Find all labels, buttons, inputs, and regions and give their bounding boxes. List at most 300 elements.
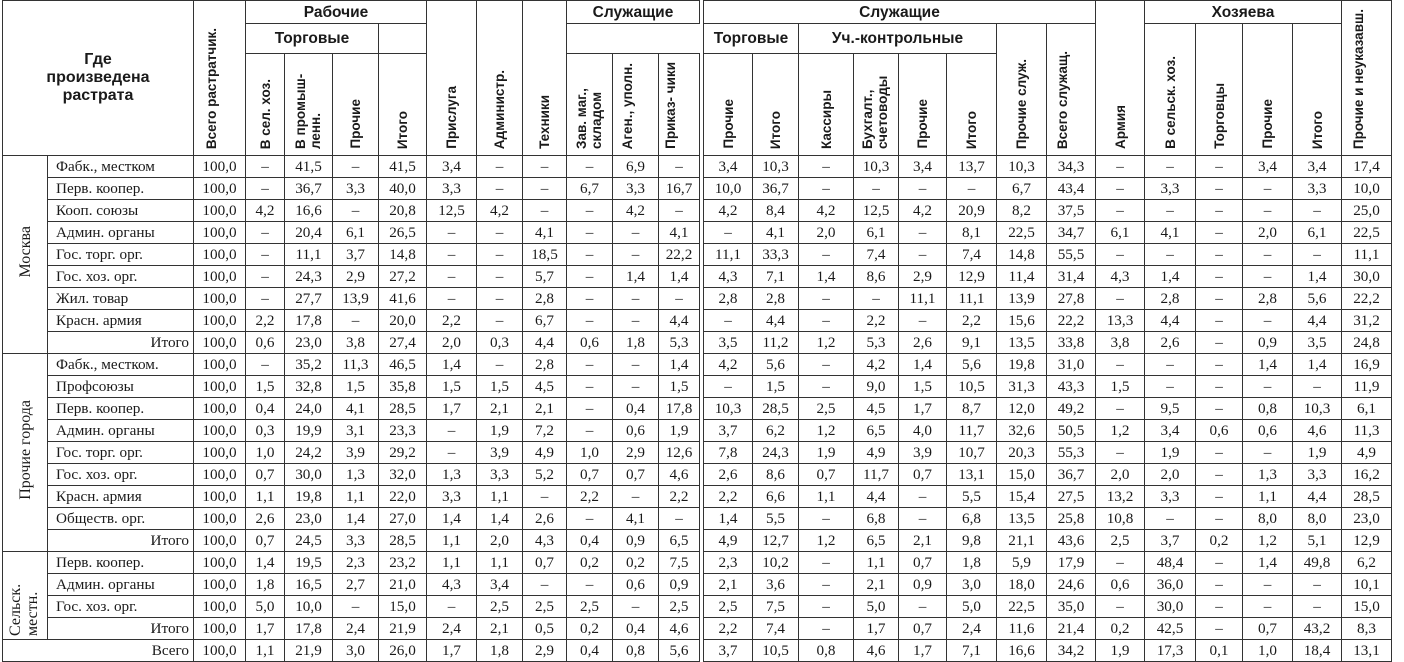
data-cell: –	[1196, 464, 1243, 486]
data-cell: 10,0	[1342, 178, 1392, 200]
data-cell: 2,6	[246, 508, 285, 530]
data-cell: 9,5	[1145, 398, 1196, 420]
data-cell: 24,2	[285, 442, 333, 464]
data-cell: –	[477, 310, 523, 332]
data-cell: 100,0	[194, 266, 246, 288]
data-cell: 20,8	[379, 200, 427, 222]
data-cell: 3,3	[1293, 464, 1342, 486]
data-cell: 2,3	[333, 552, 379, 574]
data-cell: 1,5	[1096, 376, 1145, 398]
data-cell: –	[799, 508, 854, 530]
data-cell: 4,3	[1096, 266, 1145, 288]
data-cell: 5,9	[997, 552, 1047, 574]
data-cell: 0,3	[477, 332, 523, 354]
trade-col-header: Приказ- чики	[659, 54, 700, 156]
data-cell: 10,5	[947, 376, 997, 398]
data-cell: 0,9	[899, 574, 947, 596]
data-cell: 2,2	[947, 310, 997, 332]
data-cell: 1,2	[799, 420, 854, 442]
data-cell: 24,6	[1047, 574, 1096, 596]
data-cell: –	[1243, 310, 1293, 332]
data-cell: 5,1	[1293, 530, 1342, 552]
table-row	[704, 464, 1392, 486]
data-cell: 4,6	[854, 640, 899, 662]
data-cell: 0,7	[799, 464, 854, 486]
table-row	[704, 442, 1392, 464]
data-cell: 2,3	[704, 552, 753, 574]
data-cell: 34,3	[1047, 156, 1096, 178]
data-cell: 6,5	[659, 530, 700, 552]
data-cell: 15,0	[379, 596, 427, 618]
data-cell: 3,3	[333, 178, 379, 200]
data-cell: 0,9	[659, 574, 700, 596]
data-cell: 4,2	[477, 200, 523, 222]
data-cell: 3,9	[899, 442, 947, 464]
data-cell: –	[704, 310, 753, 332]
data-cell: 1,4	[333, 508, 379, 530]
data-cell: 11,3	[333, 354, 379, 376]
row-label: Гос. хоз. орг.	[48, 266, 194, 288]
data-cell: 11,7	[947, 420, 997, 442]
data-cell: 48,4	[1145, 552, 1196, 574]
data-cell: 4,4	[1293, 486, 1342, 508]
data-cell: –	[477, 354, 523, 376]
data-cell: 1,2	[799, 332, 854, 354]
data-cell: 35,0	[1047, 596, 1096, 618]
row-label: Итого	[48, 618, 194, 640]
data-cell: 20,9	[947, 200, 997, 222]
data-cell: 4,4	[523, 332, 567, 354]
data-cell: –	[427, 244, 477, 266]
data-cell: 7,1	[947, 640, 997, 662]
left-table-wrap	[2, 0, 700, 662]
data-cell: –	[1196, 398, 1243, 420]
data-cell: –	[1243, 574, 1293, 596]
data-cell: –	[1096, 442, 1145, 464]
data-cell: 10,7	[947, 442, 997, 464]
data-cell: 8,0	[1293, 508, 1342, 530]
data-cell: 35,8	[379, 376, 427, 398]
data-cell: 20,4	[285, 222, 333, 244]
owners-col-header: Торговцы	[1196, 24, 1243, 156]
data-cell: 0,7	[567, 464, 613, 486]
data-cell: –	[567, 508, 613, 530]
data-cell: 1,1	[427, 552, 477, 574]
data-cell: 8,6	[753, 464, 799, 486]
data-cell: –	[567, 156, 613, 178]
data-cell: –	[1145, 156, 1196, 178]
data-cell: 1,2	[1243, 530, 1293, 552]
data-cell: –	[1293, 200, 1342, 222]
data-cell: 31,4	[1047, 266, 1096, 288]
data-cell: 8,3	[1342, 618, 1392, 640]
table-row	[704, 288, 1392, 310]
data-cell: –	[613, 376, 659, 398]
data-cell: 2,1	[477, 618, 523, 640]
data-cell: 30,0	[1342, 266, 1392, 288]
data-cell: 7,5	[659, 552, 700, 574]
data-cell: 2,1	[523, 398, 567, 420]
data-cell: 8,4	[753, 200, 799, 222]
data-cell: 1,2	[799, 530, 854, 552]
subtotal-row	[3, 332, 700, 354]
data-cell: 1,8	[613, 332, 659, 354]
data-cell: 31,2	[1342, 310, 1392, 332]
workers-col-header: В промыш- ленн.	[285, 54, 333, 156]
data-cell: 17,9	[1047, 552, 1096, 574]
data-cell: 4,4	[1145, 310, 1196, 332]
data-cell: –	[1196, 376, 1243, 398]
data-cell: 24,8	[1342, 332, 1392, 354]
data-cell: 43,6	[1047, 530, 1096, 552]
data-cell: –	[899, 222, 947, 244]
data-cell: 0,2	[1096, 618, 1145, 640]
data-cell: 16,2	[1342, 464, 1392, 486]
data-cell: 5,6	[1293, 288, 1342, 310]
data-cell: 2,5	[523, 596, 567, 618]
data-cell: 0,6	[246, 332, 285, 354]
data-cell: 11,3	[1342, 420, 1392, 442]
data-cell: 1,3	[333, 464, 379, 486]
other-unknown-header: Прочие и неуказавш.	[1342, 1, 1392, 156]
row-label: Админ. органы	[48, 222, 194, 244]
data-cell: –	[799, 244, 854, 266]
data-cell: 4,3	[704, 266, 753, 288]
data-cell: –	[567, 200, 613, 222]
right-table-wrap	[703, 0, 1392, 662]
data-cell: 1,1	[799, 486, 854, 508]
data-cell: 0,7	[899, 464, 947, 486]
data-cell: 30,0	[285, 464, 333, 486]
data-cell: 0,9	[1243, 332, 1293, 354]
data-cell: 12,9	[947, 266, 997, 288]
data-cell: –	[799, 310, 854, 332]
data-cell: –	[567, 244, 613, 266]
data-cell: 1,4	[427, 354, 477, 376]
data-cell: 22,2	[1342, 288, 1392, 310]
data-cell: 6,8	[947, 508, 997, 530]
data-cell: 0,4	[567, 640, 613, 662]
data-cell: 4,9	[523, 442, 567, 464]
grand-total-row	[3, 640, 700, 662]
grand-total-row	[704, 640, 1392, 662]
data-cell: 12,6	[659, 442, 700, 464]
data-cell: 3,7	[704, 420, 753, 442]
data-cell: 29,2	[379, 442, 427, 464]
data-cell: 13,9	[333, 288, 379, 310]
data-cell: 0,6	[1243, 420, 1293, 442]
data-cell: 1,7	[427, 640, 477, 662]
data-cell: 6,5	[854, 530, 899, 552]
row-label: Фабк., местком	[48, 156, 194, 178]
data-cell: 2,5	[567, 596, 613, 618]
data-cell: –	[1196, 508, 1243, 530]
data-cell: 21,1	[997, 530, 1047, 552]
data-cell: 1,8	[947, 552, 997, 574]
data-cell: 43,2	[1293, 618, 1342, 640]
table-row	[3, 222, 700, 244]
total-emp-header: Всего служащ.	[1047, 24, 1096, 156]
data-cell: 2,8	[1145, 288, 1196, 310]
data-cell: 3,4	[899, 156, 947, 178]
data-cell: 1,9	[1096, 640, 1145, 662]
data-cell: 26,5	[379, 222, 427, 244]
data-cell: 17,4	[1342, 156, 1392, 178]
data-cell: 100,0	[194, 310, 246, 332]
data-cell: 8,1	[947, 222, 997, 244]
data-cell: –	[659, 156, 700, 178]
data-cell: –	[1196, 442, 1243, 464]
data-cell: –	[854, 288, 899, 310]
data-cell: 2,6	[704, 464, 753, 486]
table-row	[704, 156, 1392, 178]
data-cell: 100,0	[194, 640, 246, 662]
data-cell: 1,5	[477, 376, 523, 398]
region-label	[3, 552, 48, 640]
table-row	[704, 376, 1392, 398]
data-cell: 32,6	[997, 420, 1047, 442]
data-cell: 5,3	[854, 332, 899, 354]
data-cell: 11,6	[997, 618, 1047, 640]
data-cell: 10,3	[997, 156, 1047, 178]
data-cell: 10,3	[854, 156, 899, 178]
data-cell: 0,2	[567, 552, 613, 574]
data-cell: 3,3	[1145, 486, 1196, 508]
workers-col-header: Итого	[379, 54, 427, 156]
control-col-header: Бухгалт., счетоводы	[854, 54, 899, 156]
data-cell: 5,0	[246, 596, 285, 618]
data-cell: –	[659, 508, 700, 530]
data-cell: 23,0	[285, 332, 333, 354]
data-cell: –	[567, 398, 613, 420]
data-cell: 13,9	[997, 288, 1047, 310]
data-cell: –	[246, 354, 285, 376]
data-cell: 6,1	[1096, 222, 1145, 244]
data-cell: 43,4	[1047, 178, 1096, 200]
data-cell: 0,5	[523, 618, 567, 640]
data-cell: 100,0	[194, 332, 246, 354]
table-row	[3, 178, 700, 200]
data-cell: 36,7	[753, 178, 799, 200]
data-cell: 1,4	[477, 508, 523, 530]
data-cell: 2,1	[704, 574, 753, 596]
region-label	[3, 354, 48, 552]
data-cell: 100,0	[194, 596, 246, 618]
workers-header: Рабочие	[246, 1, 427, 24]
data-cell: –	[899, 310, 947, 332]
data-cell: 1,1	[246, 640, 285, 662]
data-cell: –	[333, 310, 379, 332]
left-data-table	[2, 0, 700, 662]
data-cell: 1,4	[246, 552, 285, 574]
data-cell: 100,0	[194, 530, 246, 552]
data-cell: –	[246, 178, 285, 200]
data-cell: 1,2	[1096, 420, 1145, 442]
row-label: Фабк., местком.	[48, 354, 194, 376]
data-cell: 1,0	[246, 442, 285, 464]
data-cell: 4,2	[704, 200, 753, 222]
data-cell: –	[799, 596, 854, 618]
data-cell: 5,7	[523, 266, 567, 288]
data-cell: 1,4	[659, 354, 700, 376]
data-cell: –	[1096, 288, 1145, 310]
data-cell: 2,6	[899, 332, 947, 354]
data-cell: 3,5	[704, 332, 753, 354]
data-cell: 25,0	[1342, 200, 1392, 222]
data-cell: –	[567, 222, 613, 244]
table-row	[3, 442, 700, 464]
data-cell: 2,1	[477, 398, 523, 420]
data-cell: 0,8	[613, 640, 659, 662]
data-cell: –	[246, 222, 285, 244]
data-cell: 5,5	[753, 508, 799, 530]
data-cell: 1,1	[333, 486, 379, 508]
data-cell: 4,1	[753, 222, 799, 244]
data-cell: 27,7	[285, 288, 333, 310]
data-cell: –	[477, 156, 523, 178]
data-cell: 36,7	[285, 178, 333, 200]
tech-header: Техники	[523, 1, 567, 156]
data-cell: 3,0	[947, 574, 997, 596]
data-cell: 0,8	[799, 640, 854, 662]
data-cell: –	[523, 178, 567, 200]
data-cell: 0,6	[613, 420, 659, 442]
data-cell: 5,6	[753, 354, 799, 376]
data-cell: –	[1196, 288, 1243, 310]
data-cell: 0,7	[1243, 618, 1293, 640]
data-cell: 4,5	[854, 398, 899, 420]
data-cell: 6,7	[523, 310, 567, 332]
data-cell: 2,9	[523, 640, 567, 662]
data-cell: 5,6	[947, 354, 997, 376]
data-cell: 4,1	[333, 398, 379, 420]
data-cell: 6,2	[753, 420, 799, 442]
data-cell: 6,1	[854, 222, 899, 244]
data-cell: –	[523, 574, 567, 596]
data-cell: 13,1	[1342, 640, 1392, 662]
data-cell: 7,1	[753, 266, 799, 288]
data-cell: 6,8	[854, 508, 899, 530]
data-cell: 1,1	[427, 530, 477, 552]
data-cell: –	[1096, 354, 1145, 376]
data-cell: –	[567, 574, 613, 596]
data-cell: 22,2	[659, 244, 700, 266]
table-row	[3, 200, 700, 222]
data-cell: 0,3	[246, 420, 285, 442]
data-cell: 0,1	[1196, 640, 1243, 662]
data-cell: 0,6	[613, 574, 659, 596]
data-cell: –	[613, 486, 659, 508]
data-cell: 34,7	[1047, 222, 1096, 244]
data-cell: 21,9	[285, 640, 333, 662]
data-cell: 49,2	[1047, 398, 1096, 420]
data-cell: –	[477, 244, 523, 266]
data-cell: 28,5	[379, 530, 427, 552]
data-cell: 40,0	[379, 178, 427, 200]
data-cell: 4,6	[1293, 420, 1342, 442]
data-cell: –	[1293, 596, 1342, 618]
data-cell: 0,7	[613, 464, 659, 486]
data-cell: 6,5	[854, 420, 899, 442]
data-cell: 1,7	[427, 398, 477, 420]
table-row	[3, 596, 700, 618]
subtotal-row	[3, 530, 700, 552]
data-cell: 2,0	[1096, 464, 1145, 486]
data-cell: 27,8	[1047, 288, 1096, 310]
data-cell: 2,8	[523, 354, 567, 376]
data-cell: 3,3	[1293, 178, 1342, 200]
data-cell: –	[613, 596, 659, 618]
data-cell: –	[1196, 332, 1243, 354]
data-cell: 1,4	[899, 354, 947, 376]
data-cell: 100,0	[194, 618, 246, 640]
data-cell: 3,9	[333, 442, 379, 464]
data-cell: 0,2	[1196, 530, 1243, 552]
table-row	[3, 508, 700, 530]
data-cell: –	[477, 178, 523, 200]
table-row	[3, 266, 700, 288]
data-cell: 9,1	[947, 332, 997, 354]
row-label: Гос. торг. орг.	[48, 244, 194, 266]
data-cell: –	[1196, 156, 1243, 178]
data-cell: –	[1096, 200, 1145, 222]
subtotal-row	[704, 332, 1392, 354]
data-cell: 3,3	[427, 486, 477, 508]
data-cell: 1,5	[246, 376, 285, 398]
data-cell: 12,5	[854, 200, 899, 222]
data-cell: 7,8	[704, 442, 753, 464]
data-cell: 1,0	[1243, 640, 1293, 662]
data-cell: 3,7	[333, 244, 379, 266]
data-cell: –	[1145, 244, 1196, 266]
data-cell: 2,0	[1145, 464, 1196, 486]
data-cell: 3,4	[1293, 156, 1342, 178]
data-cell: 22,5	[1342, 222, 1392, 244]
data-cell: 11,9	[1342, 376, 1392, 398]
data-cell: 4,5	[523, 376, 567, 398]
data-cell: 13,3	[1096, 310, 1145, 332]
data-cell: 6,7	[567, 178, 613, 200]
data-cell: –	[1145, 200, 1196, 222]
data-cell: –	[1196, 486, 1243, 508]
data-cell: –	[899, 486, 947, 508]
data-cell: 23,0	[1342, 508, 1392, 530]
data-cell: 1,5	[899, 376, 947, 398]
army-header: Армия	[1096, 1, 1145, 156]
data-cell: –	[799, 376, 854, 398]
data-cell: 33,8	[1047, 332, 1096, 354]
owners-header: Хозяева	[1145, 1, 1342, 24]
data-cell: 46,5	[379, 354, 427, 376]
table-row	[704, 222, 1392, 244]
data-cell: 2,2	[246, 310, 285, 332]
data-cell: 2,2	[567, 486, 613, 508]
data-cell: 2,9	[613, 442, 659, 464]
data-cell: 19,8	[997, 354, 1047, 376]
data-cell: 1,4	[799, 266, 854, 288]
row-label: Итого	[48, 332, 194, 354]
table-row	[3, 310, 700, 332]
data-cell: 0,4	[567, 530, 613, 552]
data-cell: –	[246, 288, 285, 310]
data-cell: 1,9	[1145, 442, 1196, 464]
data-cell: 16,6	[997, 640, 1047, 662]
row-label: Админ. органы	[48, 420, 194, 442]
data-cell: 0,2	[613, 552, 659, 574]
data-cell: 2,0	[1243, 222, 1293, 244]
data-cell: –	[799, 288, 854, 310]
data-cell: 20,0	[379, 310, 427, 332]
